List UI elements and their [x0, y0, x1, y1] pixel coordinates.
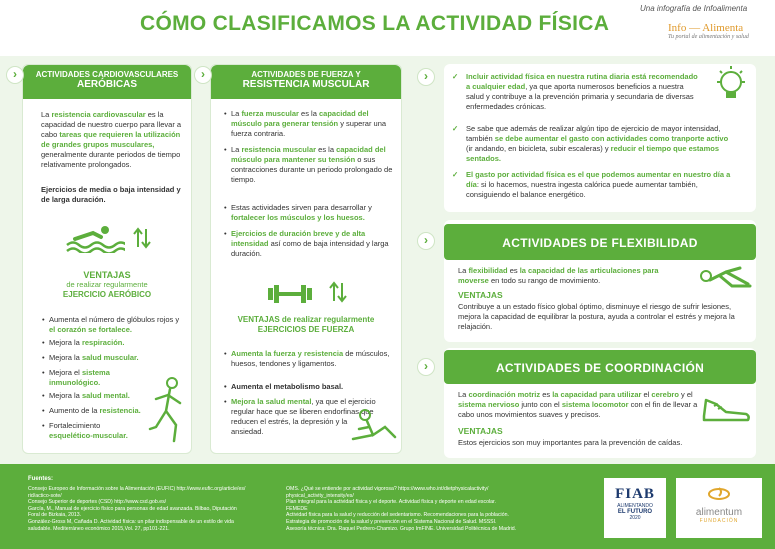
text: el	[641, 390, 652, 399]
text-highlight: salud muscular.	[81, 353, 139, 362]
source-line: FEMEDE	[286, 505, 308, 512]
strength-header-line1: ACTIVIDADES DE FUERZA Y	[251, 70, 361, 79]
source-line: García, M., Manual de ejercicio físico para personas de edad avanzada. Bilbao, Diputación	[28, 505, 237, 512]
ventajas-topic: EJERCICIO AERÓBICO	[62, 290, 152, 299]
text: o sus contracciones durante un periodo prolongado de tiempo.	[231, 155, 393, 184]
text-highlight: flexibilidad	[468, 266, 508, 275]
chevron-right-icon: ›	[417, 68, 435, 86]
text-highlight: reducir el tiempo que estamos sentados.	[466, 144, 720, 163]
fiab-logo	[604, 478, 666, 538]
strength-definition-1	[231, 109, 393, 139]
coordination-definition	[458, 390, 698, 420]
fiab-sub1: ALIMENTANDO	[617, 503, 653, 509]
text: es la capacidad de nuestro cuerpo para llevar a cabo	[41, 110, 182, 139]
text-highlight: la capacidad de las articulaciones para moverse	[458, 266, 659, 285]
chevron-right-icon: ›	[6, 66, 24, 84]
text: La	[458, 266, 469, 275]
text: es	[540, 390, 553, 399]
alimentum-name: alimentum	[695, 507, 743, 518]
strength-purpose	[231, 203, 393, 223]
text: así como de baja intensidad y larga duración.	[231, 239, 389, 258]
text: y el	[678, 390, 693, 399]
text: Mejora la	[49, 353, 82, 362]
chevron-right-icon: ›	[417, 358, 435, 376]
chevron-right-icon: ›	[417, 232, 435, 250]
cardio-benefit-1	[49, 315, 184, 335]
text: Aumento de la	[49, 406, 100, 415]
text-highlight: Ejercicios de duración breve y de alta intensidad	[231, 229, 366, 248]
cardio-benefit-4	[49, 368, 139, 388]
text: de músculos, huesos, tendones y ligamentos.	[231, 349, 390, 368]
stretch-icon	[696, 262, 754, 292]
coordination-section	[444, 348, 756, 458]
text-highlight: sistema inmunológico.	[49, 368, 110, 387]
strength-definition-2	[231, 145, 393, 185]
logo-name: Info — Alimenta	[668, 22, 744, 34]
text-highlight: resistencia.	[99, 406, 141, 415]
text: La	[458, 390, 469, 399]
tip-1	[452, 72, 702, 112]
text: Se sabe que además de realizar algún tipo de ejercicio de mayor intensidad, también	[466, 124, 721, 143]
strength-header-line2: RESISTENCIA MUSCULAR	[242, 79, 370, 90]
check-icon: ✓	[452, 72, 459, 81]
text-highlight: cerebro	[651, 390, 679, 399]
ventajas-topic: EJERCICIOS DE FUERZA	[257, 325, 355, 334]
strength-benefit-2: • Aumenta el metabolismo basal.	[231, 382, 393, 392]
text-highlight: coordinación motriz	[468, 390, 541, 399]
alimentum-symbol-icon	[707, 486, 731, 502]
swimmer-icon	[65, 223, 125, 253]
cardio-header	[23, 65, 191, 99]
cardio-intensity: Ejercicios de media o baja intensidad y de larga duración.	[41, 185, 181, 204]
text: es	[507, 266, 520, 275]
cardio-header-line1: ACTIVIDADES CARDIOVASCULARES	[35, 70, 179, 79]
source-line: physical_activity_intensity/es/	[286, 492, 354, 499]
text-highlight: El gasto por actividad física es el que podemos aumentar en nuestro día a día	[466, 170, 731, 189]
text-highlight: la capacidad para utilizar	[552, 390, 642, 399]
text: y superar una fuerza contraria.	[231, 119, 387, 138]
source-line: rid/actico-sote/	[28, 492, 62, 499]
text-highlight: Incluir actividad física en nuestra rutina diaria está recomendado a cualquier edad	[466, 72, 698, 91]
text-highlight: se debe aumentar el gasto con actividades como tranporte activo	[494, 134, 729, 143]
text-highlight: el corazón se fortalece.	[49, 325, 132, 334]
flexibility-definition	[458, 266, 688, 286]
text-highlight: respiración.	[81, 338, 125, 347]
coordination-header	[444, 350, 756, 384]
fiab-name: FIAB	[615, 486, 655, 502]
text-highlight: esquelético-muscular.	[49, 431, 128, 440]
text: Fortalecimiento	[49, 421, 101, 430]
cardio-benefit-3	[49, 353, 184, 363]
fiab-sub2: EL FUTURO	[617, 509, 653, 515]
chevron-right-icon: ›	[194, 66, 212, 84]
text-highlight: sistema nervioso	[458, 400, 520, 409]
strength-ventajas-title	[211, 315, 401, 335]
text: junto con el	[519, 400, 562, 409]
text: La	[41, 110, 52, 119]
up-down-arrows-icon	[133, 227, 151, 249]
coordination-benefits: Estos ejercicios son muy importantes para la prevención de caídas.	[458, 438, 683, 447]
footer	[0, 464, 775, 549]
text: , ya que aporta numerosos beneficios a nuestra salud y contribuye a la prevención primaria y secundaria de diversas enfermedades crónicas.	[466, 82, 694, 111]
ventajas-sub: de realizar regularmente	[66, 280, 148, 289]
source-line: Estrategia de promoción de la salud y prevención en el Sistema Nacional de Salud. MSSSI.	[286, 518, 497, 525]
lightbulb-icon	[712, 64, 750, 104]
text-highlight: tareas que requieren la utilización de grandes grupos musculares,	[41, 130, 181, 149]
strength-benefit-1	[231, 349, 393, 369]
text-highlight: Aumenta la fuerza y resistencia	[231, 349, 344, 358]
sources-label: Fuentes:	[28, 476, 54, 482]
sources-right	[286, 486, 596, 532]
text-highlight: resistencia muscular	[241, 145, 317, 154]
header	[0, 0, 775, 58]
text: La	[231, 145, 242, 154]
flexibility-title: ACTIVIDADES DE FLEXIBILIDAD	[502, 236, 698, 250]
text: Estas actividades sirven para desarrollar y	[231, 203, 372, 212]
source-line: Consejo Superior de deportes (CSD) http://www.csd.gob.es/	[28, 499, 167, 506]
text: en todo su rango de movimiento.	[488, 276, 601, 285]
text-highlight: salud mental.	[81, 391, 130, 400]
runner-icon	[148, 375, 190, 445]
flexibility-header	[444, 224, 756, 260]
source-line: saludable. Mediterráneo económico 2015,Vol. 27, pp101-221.	[28, 525, 170, 532]
tips-box	[444, 64, 756, 212]
flexibility-benefits: Contribuye a un estado físico global óptimo, disminuye el riesgo de sufrir lesiones, mejora la capacidad de equilibrar la postura, ayuda a controlar el estrés y mejora la relajación.	[458, 302, 735, 331]
dumbbell-icon	[266, 283, 314, 305]
text: , ya que el ejercicio regular hace que se liberen endorfinas que reducen el estrés, la depresión y la ansiedad.	[231, 397, 376, 436]
page-title: CÓMO CLASIFICAMOS LA ACTIVIDAD FÍSICA	[140, 12, 610, 35]
situp-icon	[351, 405, 399, 445]
text: Mejora el	[49, 368, 82, 377]
cardio-column	[22, 64, 192, 454]
tip-3	[452, 170, 736, 200]
cardio-benefit-2	[49, 338, 184, 348]
tip-2	[452, 124, 736, 164]
flexibility-ventajas: VENTAJAS	[458, 290, 503, 300]
text: generalmente durante periodos de tiempo relativamente prolongados.	[41, 150, 181, 169]
source-line: OMS. ¿Qué se entiende por actividad vigorosa? https://www.who.int/dietphysicalactivity/	[286, 486, 489, 492]
sneaker-icon	[700, 392, 752, 424]
text: es la	[298, 109, 319, 118]
text-highlight: resistencia cardiovascular	[51, 110, 146, 119]
check-icon: ✓	[452, 170, 459, 179]
ventajas-label: VENTAJAS de realizar regularmente	[237, 315, 375, 324]
text-highlight: fortalecer los músculos y los huesos.	[231, 213, 365, 222]
source-line: Actividad física para la salud y reducción del sedentarismo. Recomendaciones para la población.	[286, 512, 509, 519]
strength-intensity	[231, 229, 393, 259]
source-line: Consejo Europeo de Información sobre la Alimentación (EUFIC) http://www.eufic.org/article/es/	[28, 486, 246, 492]
fiab-year: 2020	[629, 515, 641, 521]
source-line: Asesoría técnica: Dra. Raquel Pedrero-Chamizo. Grupo ImFINE. Universidad Politécnica de Madrid.	[286, 525, 517, 532]
coordination-title: ACTIVIDADES DE COORDINACIÓN	[495, 361, 705, 375]
tagline: Una infografía de Infoalimenta	[640, 4, 748, 13]
alimentum-sub: FUNDACIÓN	[699, 518, 739, 524]
cardio-benefit-7	[49, 421, 144, 441]
source-line: Plan integral para la actividad física y el deporte. Actividad física y deporte en edad escolar.	[286, 499, 496, 506]
cardio-ventajas-title	[23, 270, 191, 300]
check-icon: ✓	[452, 124, 459, 133]
sources-left	[28, 486, 278, 532]
flexibility-section	[444, 220, 756, 342]
cardio-header-line2: AERÓBICAS	[76, 79, 137, 90]
text: (ir andando, en bicicleta, subir escaleras) y	[466, 144, 611, 153]
strength-header	[211, 65, 401, 99]
coordination-ventajas: VENTAJAS	[458, 426, 503, 436]
source-line: González-Gross M, Cañada D. Actividad física: un pilar indispensable de un estilo de vida	[28, 518, 234, 525]
strength-column	[210, 64, 402, 454]
text: Aumenta el número de glóbulos rojos y	[49, 315, 180, 324]
source-line: Foral de Bizkaia, 2013.	[28, 512, 82, 519]
alimentum-logo	[676, 478, 762, 538]
text-highlight: fuerza muscular	[241, 109, 299, 118]
text-highlight: Mejora la salud mental	[231, 397, 312, 406]
up-down-arrows-icon	[329, 281, 347, 303]
text: Mejora la	[49, 338, 82, 347]
text: La	[231, 109, 242, 118]
logo-subtitle: Tu portal de alimentación y salud	[668, 34, 749, 40]
text: : si lo hacemos, nuestra ingesta calórica puede aumentar también, consiguiendo el balance energético.	[466, 180, 698, 199]
text: es la	[316, 145, 337, 154]
text: con el fin de llevar a cabo unos movimientos suaves y precisos.	[458, 400, 698, 419]
text-highlight: capacidad del músculo para generar tensión	[231, 109, 369, 128]
text: Mejora la	[49, 391, 82, 400]
text-highlight: sistema locomotor	[561, 400, 629, 409]
ventajas-label: VENTAJAS	[83, 270, 131, 280]
cardio-definition	[41, 110, 186, 170]
text-highlight: capacidad del músculo para mantener su tensión	[231, 145, 386, 164]
infoalimenta-logo	[668, 22, 756, 52]
